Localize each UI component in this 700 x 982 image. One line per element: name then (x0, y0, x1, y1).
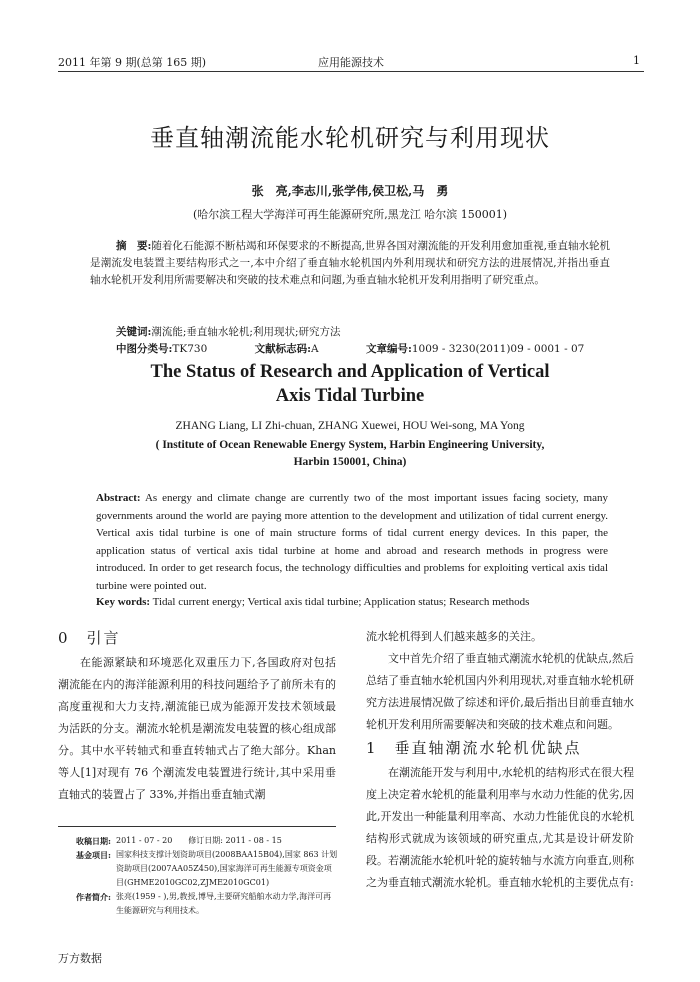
body-column-right (366, 626, 634, 894)
english-authors: ZHANG Liang, LI Zhi-chuan, ZHANG Xuewei, HOU Wei-song, MA Yong (175, 420, 525, 432)
english-keywords-text: Tidal current energy; Vertical axis tidal turbine; Application status; Research methods (152, 596, 530, 608)
english-affiliation-line1: ( Institute of Ocean Renewable Energy System, Harbin Engineering University, (155, 439, 545, 451)
english-keywords-label: Key words: (96, 596, 151, 608)
english-abstract-label: Abstract: (96, 492, 141, 504)
chinese-keywords-text: 潮流能;垂直轴水轮机;利用现状;研究方法 (151, 326, 341, 338)
chinese-affiliation: (哈尔滨工程大学海洋可再生能源研究所,黑龙江 哈尔滨 150001) (192, 208, 508, 221)
footnote-fund: 基金项目: 国家科技支撑计划资助项目(2008BAA15B04),国家 863 计划资助项目(2007AA05Z450),国家海洋可再生能源专项资金项目(GHME2010GC02,ZJME2010GC01) (76, 850, 338, 887)
page-number: 1 (633, 54, 640, 67)
running-header (58, 52, 644, 72)
classification-line (116, 341, 628, 358)
chinese-abstract (90, 238, 610, 289)
chinese-authors: 张 亮,李志川,张学伟,侯卫松,马 勇 (251, 184, 449, 198)
english-title-line1: The Status of Research and Application of Vertical (150, 362, 550, 382)
footnote-author: 作者简介: 张亮(1959 - ),男,教授,博导,主要研究船舶水动力学,海洋可再生能源研究与利用技术。 (76, 892, 332, 915)
english-title (0, 360, 700, 408)
chinese-keywords (116, 324, 341, 341)
english-abstract-text: As energy and climate change are currently two of the most important issues facing society, many governments around the world are paying more attention to the development and utilization of tidal current energy. Vertical axis tidal turbine is one of main structure forms of tidal current energy devices. In this paper, the application status of vertical axis tidal turbine at home and abroad and research methods in progress were introduced. In order to get research focus, the technology difficulties and problems for exploiting vertical axis tidal turbine were pointed out. (96, 492, 608, 592)
chinese-keywords-label: 关键词: (116, 326, 152, 338)
watermark-text: 万方数据 (58, 952, 102, 965)
chinese-abstract-label: 摘 要: (116, 240, 152, 252)
section-1-heading: 1 垂直轴潮流水轮机优缺点 (366, 739, 582, 757)
footnote-divider (58, 826, 336, 827)
section-0-paragraph-2: 文中首先介绍了垂直轴式潮流水轮机的优缺点,然后总结了垂直轴水轮机国内外利用现状,对垂直轴水轮机研究方法进展情况做了综述和评价,最后指出目前垂直轴水轮机开发利用所需要解决和突破的技术难点和问题。 (366, 652, 634, 731)
section-0-heading: 0 引言 (58, 629, 121, 647)
journal-name: 应用能源技术 (318, 56, 384, 69)
english-affiliation (0, 437, 700, 471)
section-0-paragraph-continued: 流水轮机得到人们越来越多的关注。 (366, 630, 542, 643)
english-title-line2: Axis Tidal Turbine (275, 386, 425, 406)
english-keywords (96, 596, 608, 608)
footnote (76, 834, 338, 918)
section-0-paragraph: 在能源紧缺和环境恶化双重压力下,各国政府对包括潮流能在内的海洋能源利用的科技问题给予了前所未有的高度重视和大力支持,潮流能已成为能源开发技术领域最为活跃的分支。潮流水轮机是潮流发电装置的核心组成部分。其中水平转轴式和垂直转轴式占了绝大部分。Khan 等人[1]对现有 76 个潮流发电装置进行统计,其中采用垂直轴式的装置占了 33%,并指出垂直轴式潮 (58, 656, 336, 801)
chinese-abstract-text: 随着化石能源不断枯竭和环保要求的不断提高,世界各国对潮流能的开发利用愈加重视,垂直轴水轮机是潮流发电装置主要结构形式之一,本中介绍了垂直轴水轮机国内外利用现状和研究方法的进展情况,并指出垂直轴水轮机开发利用所需要解决和突破的技术难点和问题,为垂直轴水轮机开发利用指明了研究重点。 (90, 240, 610, 286)
section-1-paragraph: 在潮流能开发与利用中,水轮机的结构形式在很大程度上决定着水轮机的能量利用率与水动力性能的优劣,因此,开发出一种能量利用率高、水动力性能优良的水轮机结构形式就成为该领域的研究重点,尤其是设计研发阶段。若潮流能水轮机叶轮的旋转轴与水流方向垂直,则称之为垂直轴式潮流水轮机。垂直轴水轮机的主要优点有: (366, 766, 634, 889)
chinese-title: 垂直轴潮流能水轮机研究与利用现状 (150, 124, 550, 152)
article-number: 文章编号:1009 - 3230(2011)09 - 0001 - 07 (365, 343, 585, 355)
english-affiliation-line2: Harbin 150001, China) (293, 456, 407, 468)
document-code: 文献标志码:A (254, 343, 319, 355)
class-number: 中图分类号:TK730 (116, 343, 208, 355)
english-abstract (96, 490, 608, 595)
body-column-left (58, 626, 336, 806)
footnote-received: 收稿日期: 2011 - 07 - 20 修订日期: 2011 - 08 - 15 (76, 836, 282, 846)
issue-info: 2011 年第 9 期(总第 165 期) (58, 56, 207, 69)
